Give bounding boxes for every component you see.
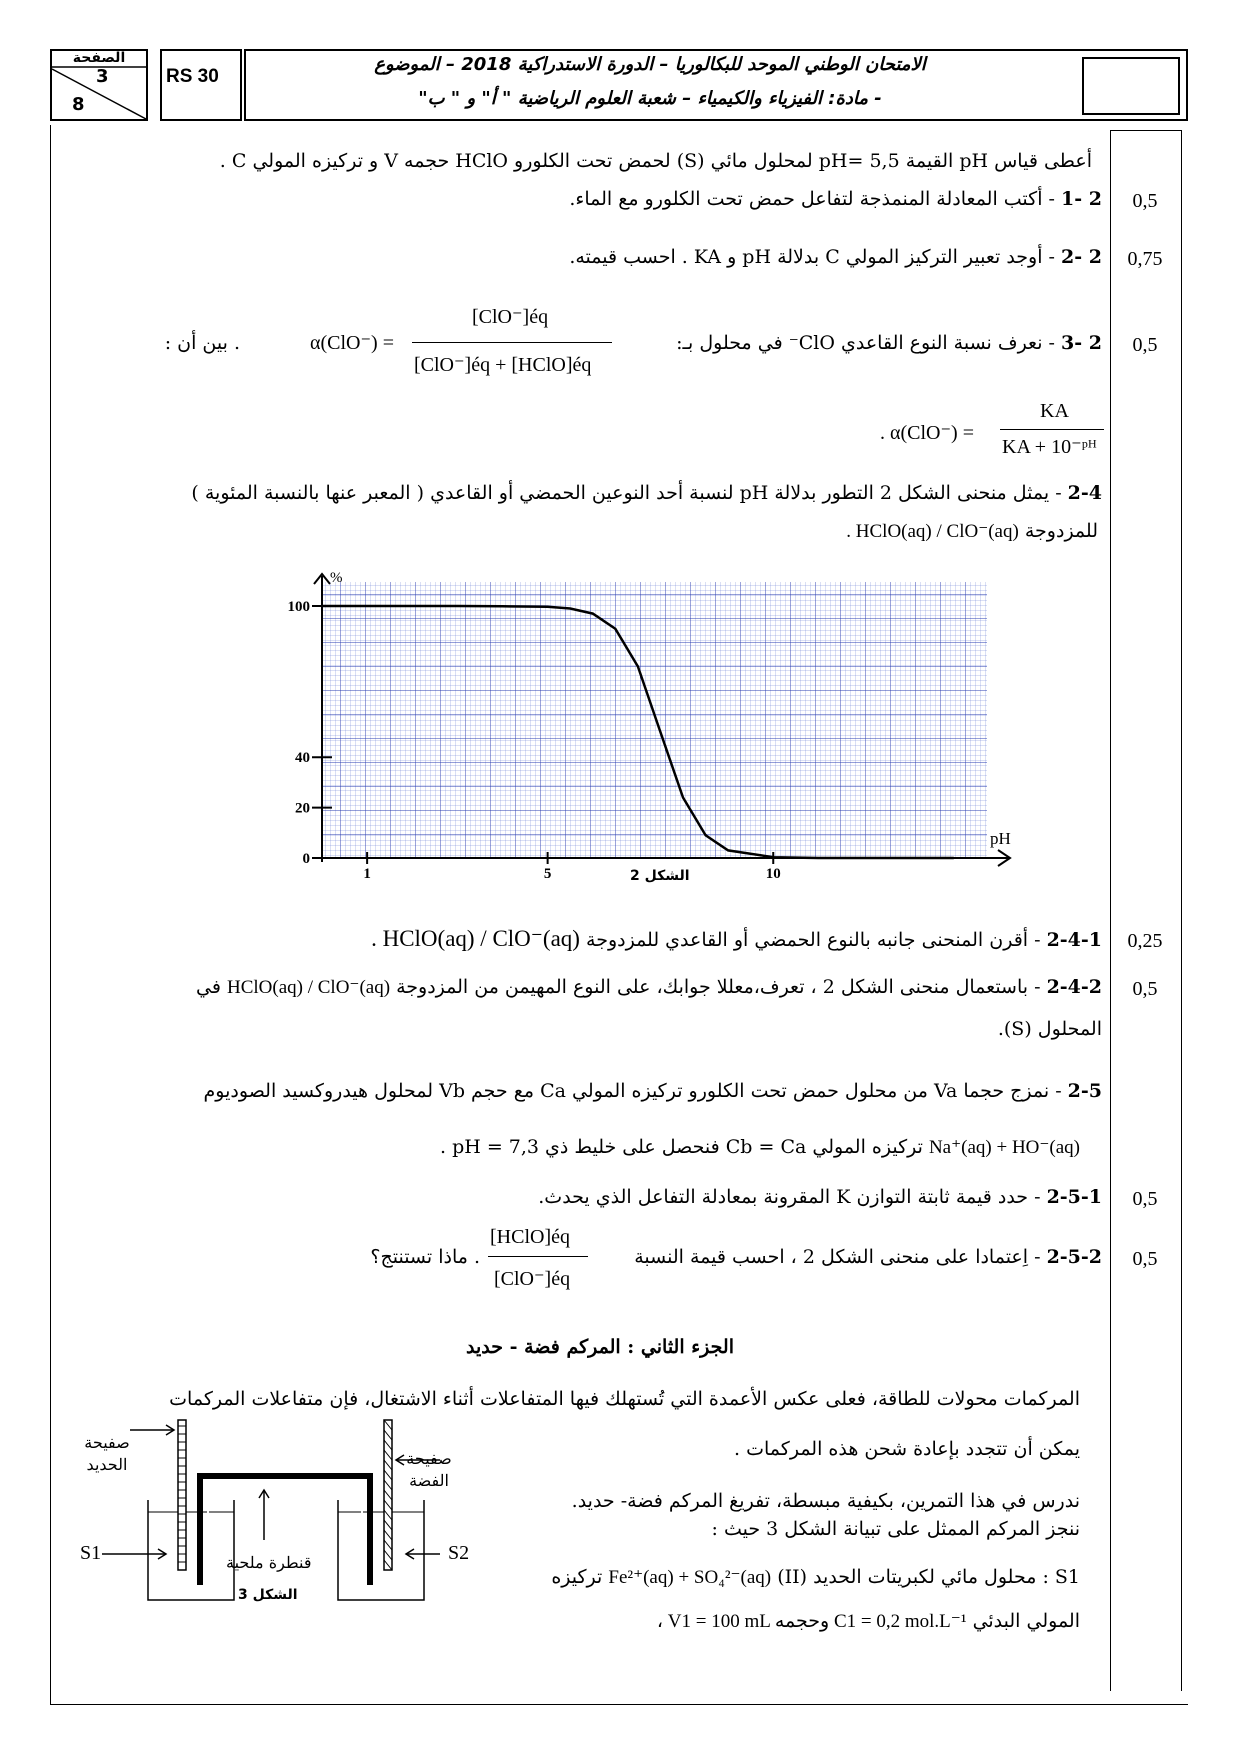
part2-p2: يمكن أن تتجدد بإعادة شحن هذه المركمات . — [734, 1438, 1080, 1460]
part2-p6a: المولي البدئي — [972, 1610, 1080, 1632]
q25-ions: Na⁺(aq) + HO⁻(aq) — [928, 1137, 1080, 1158]
q22 — [569, 244, 1102, 270]
q21-number: 2 -1 — [1061, 188, 1102, 210]
q24-couple: . HClO(aq) / ClO⁻(aq) — [846, 521, 1019, 542]
y-unit-label: % — [330, 570, 343, 586]
q251-mark: 0,5 — [1132, 1188, 1158, 1210]
q251 — [538, 1184, 1102, 1210]
figure-3-label-bridge: قنطرة ملحية — [226, 1553, 312, 1572]
x-tick-label: 1 — [363, 866, 371, 882]
part2-p1: المركمات محولات للطاقة، فعلى عكس الأعمدة التي تُستهلك فيها المتفاعلات أثناء الاشتغال، فإن متفاعلات المركمات — [169, 1388, 1080, 1410]
q23-result-num: KA — [1040, 400, 1069, 422]
part2-p5-species: Fe²⁺(aq) + SO₄²⁻(aq) — [608, 1567, 772, 1588]
q242-number: 2-4-2 — [1046, 976, 1102, 998]
header-title-line1: الامتحان الوطني الموحد للبكالوريا – الدورة الاستدراكية 2018 – الموضوع — [374, 54, 926, 75]
q23-number: 2 -3 — [1061, 332, 1102, 354]
q242-text: - باستعمال منحنى الشكل 2 ، تعرف،معللا جوابك، على النوع المهيمن من المزدوجة — [396, 976, 1041, 998]
q242-tail: في — [196, 976, 221, 998]
q22-mark: 0,75 — [1127, 248, 1163, 270]
q22-text: - أوجد تعبير التركيز المولي C بدلالة pH و KA . احسب قيمته. — [569, 246, 1055, 268]
y-tick-label: 40 — [295, 750, 310, 767]
figure-3-label-s1: S1 — [80, 1542, 102, 1564]
y-tick-label: 0 — [302, 851, 310, 867]
q24-text: - يمثل منحنى الشكل 2 التطور بدلالة pH لنسبة أحد النوعين الحمضي أو القاعدي ( المعبر عنها بالنسبة المئوية ) — [191, 482, 1062, 504]
q23-mark: 0,5 — [1132, 334, 1158, 356]
x-tick-label: 10 — [765, 866, 781, 882]
exam-code: RS 30 — [166, 66, 219, 87]
q252-frac-bar — [488, 1256, 588, 1257]
q252-frac-den: [ClO⁻]éq — [494, 1268, 571, 1290]
part2-p5 — [551, 1564, 1080, 1591]
q242 — [196, 974, 1102, 1001]
figure-3-label-iron: صفيحة الحديد — [84, 1433, 130, 1474]
q242-mark: 0,5 — [1132, 978, 1158, 1000]
q25 — [204, 1078, 1102, 1104]
q23-formula-den: [ClO⁻]éq + [HClO]éq — [414, 354, 592, 376]
q241-text: - أقرن المنحنى جانبه بالنوع الحمضي أو القاعدي للمزدوجة — [586, 929, 1041, 951]
q24-line2 — [846, 518, 1098, 545]
q252-text: - اِعتمادا على منحنى الشكل 2 ، احسب قيمة النسبة — [634, 1246, 1041, 1268]
q23-text: - نعرف نسبة النوع القاعدي ClO⁻ في محلول بـ: — [676, 332, 1055, 354]
q252-frac-num: [HClO]éq — [490, 1226, 570, 1248]
part2-p5a: S1 : محلول مائي لكبريتات الحديد (II) — [777, 1566, 1080, 1588]
q242-couple: HClO(aq) / ClO⁻(aq) — [227, 977, 391, 998]
grid-major — [322, 582, 987, 858]
part2-p6-values: ، V1 = 100 mL وحجمه C1 = 0,2 mol.L⁻¹ — [656, 1611, 967, 1632]
q241-mark: 0,25 — [1127, 930, 1163, 952]
x-tick-label: 5 — [543, 866, 552, 882]
q251-text: - حدد قيمة ثابتة التوازن K المقرونة بمعادلة التفاعل الذي يحدث. — [538, 1186, 1041, 1208]
intro-text: أعطى قياس pH القيمة pH= 5,5 لمحلول مائي (S) لحمض تحت الكلورو HClO حجمه V و تركيزه المولي C . — [219, 150, 1092, 172]
header-title-line2: - مادة: الفيزياء والكيمياء – شعبة العلوم الرياضية " أ" و " ب" — [418, 88, 882, 109]
grade-box — [1082, 57, 1180, 115]
figure-3-label-s2: S2 — [448, 1542, 470, 1564]
page-number: 3 — [96, 66, 109, 87]
q21-mark: 0,5 — [1132, 190, 1158, 212]
body-frame-bottom — [50, 1704, 1188, 1705]
q252-tail: . ماذا تستنتج؟ — [370, 1246, 480, 1268]
q23 — [676, 330, 1102, 356]
part2-title: الجزء الثاني : المركم فضة - حديد — [465, 1336, 734, 1358]
q25-text: - نمزج حجما Va من محلول حمض تحت الكلورو تركيزه المولي Ca مع حجم Vb لمحلول هيدروكسيد الصوديوم — [203, 1080, 1062, 1102]
q241-number: 2-4-1 — [1046, 929, 1102, 951]
q21 — [569, 186, 1102, 212]
q25-line2 — [440, 1134, 1080, 1161]
part2-p6 — [657, 1608, 1080, 1635]
figure-3-caption: الشكل 3 — [238, 1587, 298, 1603]
figure-2-chart — [287, 570, 1050, 890]
q23-result-lhs: . α(ClO⁻) = — [880, 422, 974, 444]
mark-column — [1110, 130, 1182, 1691]
page-label: الصفحة — [72, 50, 126, 66]
q241-couple: . HClO(aq) / ClO⁻(aq) — [371, 926, 580, 951]
y-tick-label: 100 — [287, 599, 310, 615]
x-unit-label: pH — [990, 829, 1011, 848]
q24-number: 2-4 — [1067, 482, 1102, 504]
q23-result-bar — [1000, 429, 1104, 430]
q21-text: - أكتب المعادلة المنمذجة لتفاعل حمض تحت الكلورو مع الماء. — [569, 188, 1055, 210]
q251-number: 2-5-1 — [1046, 1186, 1102, 1208]
figure-3-label-silver: صفيحة الفضة — [406, 1449, 452, 1490]
y-tick-label: 20 — [295, 800, 310, 817]
q241 — [371, 926, 1102, 953]
figure-2-caption: الشكل 2 — [630, 868, 690, 884]
q23-formula-num: [ClO⁻]éq — [472, 306, 549, 328]
part2-p3: ندرس في هذا التمرين، بكيفية مبسطة، تفريغ المركم فضة- حديد. — [571, 1490, 1080, 1512]
q23-fraction-bar — [412, 342, 612, 343]
q24-text2: للمزدوجة — [1024, 520, 1098, 542]
q23-formula-lhs: α(ClO⁻) = — [310, 332, 394, 354]
page-total: 8 — [72, 94, 85, 115]
q23-tail: . بين أن : — [164, 332, 240, 354]
q24 — [191, 480, 1102, 506]
q242-text2: المحلول (S). — [997, 1018, 1102, 1040]
part2-p5b: تركيزه — [551, 1566, 603, 1588]
q252 — [634, 1244, 1102, 1270]
q252-number: 2-5-2 — [1046, 1246, 1102, 1268]
q22-number: 2 -2 — [1061, 246, 1102, 268]
q252-mark: 0,5 — [1132, 1248, 1158, 1270]
q23-result-den: KA + 10⁻ᵖᴴ — [1002, 436, 1097, 458]
q25-text2: تركيزه المولي Cb = Ca فنحصل على خليط ذي pH = 7,3 . — [439, 1136, 923, 1158]
body-frame-left — [50, 125, 51, 1705]
q25-number: 2-5 — [1067, 1080, 1102, 1102]
part2-p4: ننجز المركم الممثل على تبيانة الشكل 3 حيث : — [711, 1518, 1080, 1540]
